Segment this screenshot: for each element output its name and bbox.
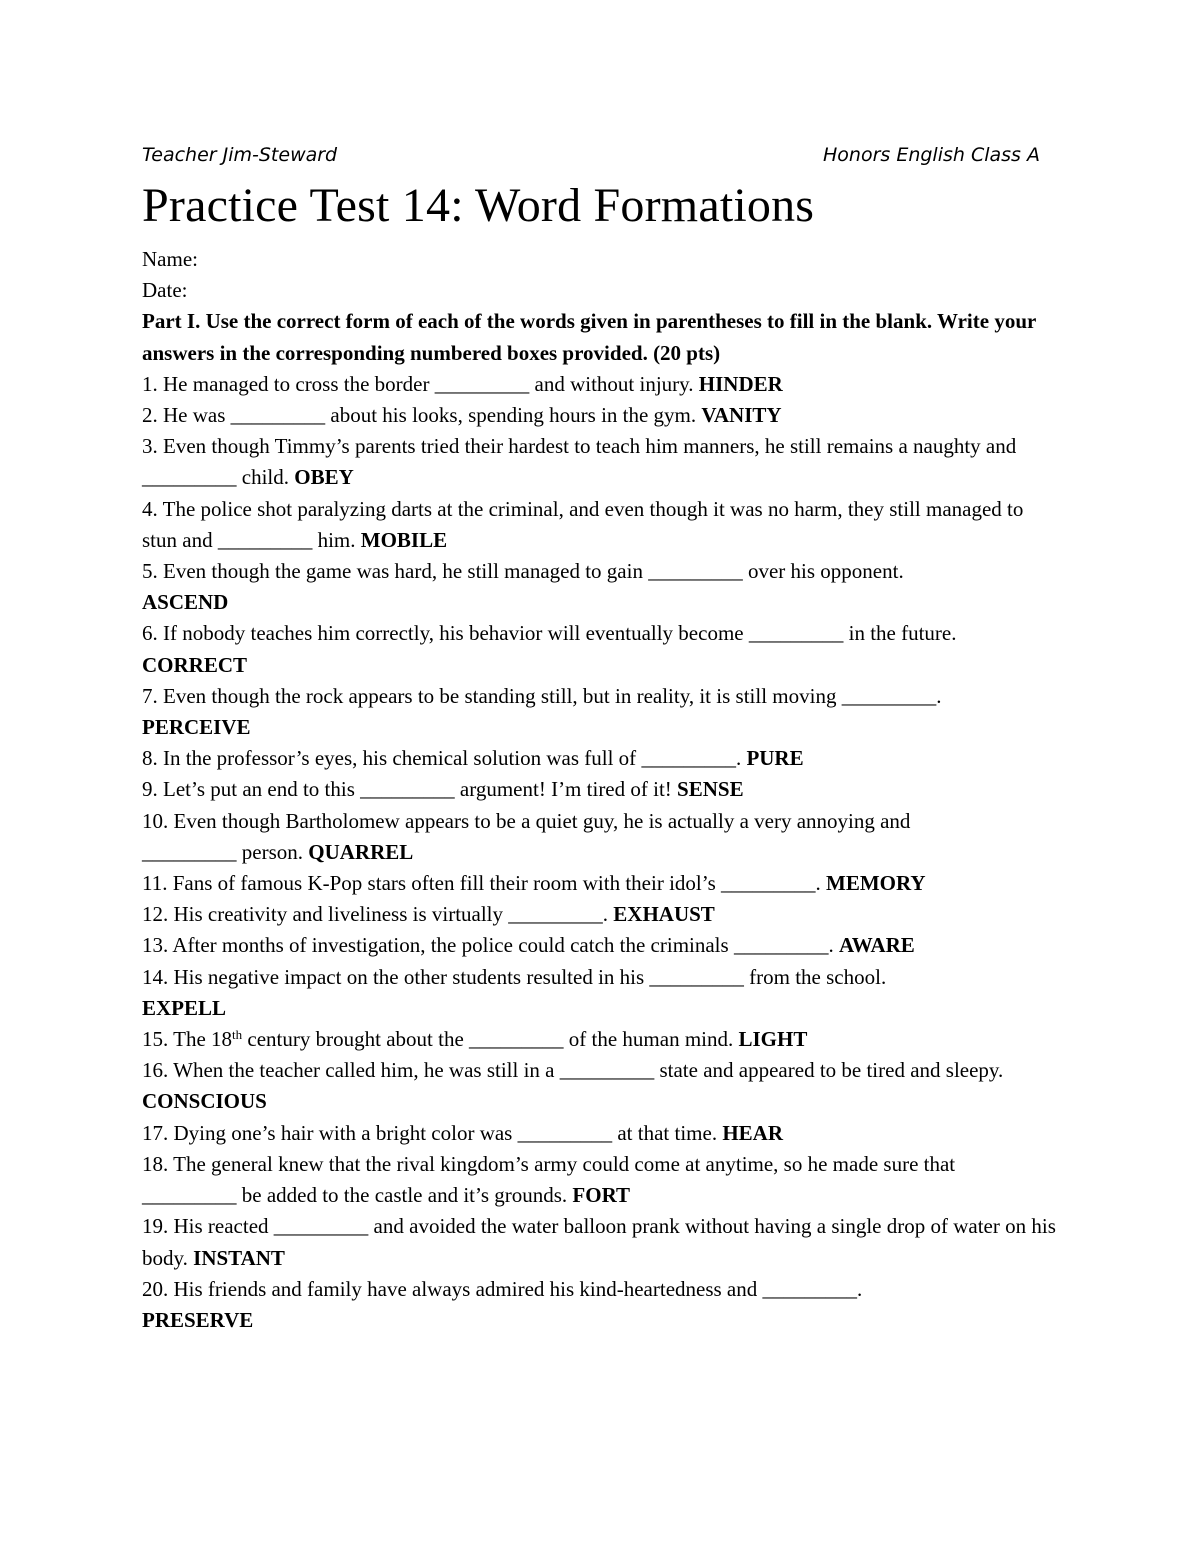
root-word: PURE [746,746,804,771]
question-text-before: Fans of famous K-Pop stars often fill their room with their idol’s [172,871,716,896]
root-word: VANITY [701,403,782,428]
class-name: Honors English Class A [823,144,1040,166]
root-word: QUARREL [308,839,414,864]
answer-blank: _________ [559,1058,655,1083]
question-text-before: His friends and family have always admired his kind-heartedness and [173,1276,758,1301]
root-word: LIGHT [738,1027,808,1052]
question-number: 17. [142,1120,169,1145]
root-word: HEAR [722,1120,784,1145]
question-text-after: . [828,933,834,958]
answer-blank: _________ [721,871,816,896]
page-title: Practice Test 14: Word Formations [142,179,815,232]
page-header [142,140,1040,170]
question-number: 6. [142,621,158,646]
question-item [142,1274,1062,1336]
ordinal-suffix: th [232,1027,243,1043]
root-word: EXHAUST [613,902,715,927]
question-number: 10. [142,808,169,833]
question-text-before: Even though Bartholomew appears to be a quiet guy, he is actually a very annoying and [173,808,911,833]
question-text-after: argument! I’m tired of it! [459,777,672,802]
question-item [142,681,1062,743]
root-word: MEMORY [826,871,926,896]
question-item [142,1149,1062,1211]
question-text-after: person. [241,839,303,864]
question-number: 3. [142,434,158,459]
question-text-after: at that time. [617,1120,718,1145]
question-item [142,868,1062,899]
question-text-after: be added to the castle and it’s grounds. [241,1183,568,1208]
answer-blank: _________ [273,1214,369,1239]
question-text-before: His reacted [173,1214,269,1239]
question-text-before: The general knew that the rival kingdom’s army could come at anytime, so he made sure that [173,1151,956,1176]
question-number: 11. [142,871,168,896]
question-item [142,930,1062,961]
question-text-after: of the human mind. [568,1027,734,1052]
answer-blank: _________ [733,933,829,958]
question-text-after: . [815,871,821,896]
question-item [142,1118,1062,1149]
teacher-name: Teacher Jim-Steward [142,144,338,166]
question-text-after: about his looks, spending hours in the gym. [330,403,697,428]
answer-blank: _________ [142,1183,237,1208]
answer-blank: _________ [649,964,744,989]
answer-blank: _________ [841,683,937,708]
question-number: 4. [142,496,158,521]
date-field-label: Date: [142,278,188,303]
question-item [142,1211,1062,1273]
question-text-after: over his opponent. [747,559,904,584]
question-text-after: . [936,683,942,708]
question-number: 9. [142,777,158,802]
question-text-before: Even though Timmy’s parents tried their hardest to teach him manners, he still remains a naughty and [163,434,1017,459]
answer-blank: _________ [217,527,313,552]
root-word: EXPELL [142,995,227,1020]
question-text-after: and without injury. [534,371,694,396]
question-number: 20. [142,1276,169,1301]
question-item [142,899,1062,930]
question-text-before: He managed to cross the border [163,371,430,396]
question-text-before: His creativity and liveliness is virtually [173,902,504,927]
root-word: CONSCIOUS [142,1089,267,1114]
question-item [142,1055,1062,1117]
answer-blank: _________ [142,465,237,490]
root-word: CORRECT [142,652,248,677]
question-number: 12. [142,902,169,927]
question-number: 14. [142,964,169,989]
question-text-before: Even though the game was hard, he still managed to gain [163,559,643,584]
question-number: 19. [142,1214,169,1239]
question-number: 18. [142,1151,169,1176]
question-text-before: Dying one’s hair with a bright color was [173,1120,513,1145]
question-item [142,556,1062,618]
question-item [142,494,1062,556]
question-text-after: him. [317,527,356,552]
worksheet-body [142,244,1062,1336]
answer-blank: _________ [508,902,603,927]
answer-blank: _________ [748,621,844,646]
question-item [142,1024,1062,1055]
question-item [142,431,1062,493]
question-text-before: The police shot paralyzing darts at the criminal, and even though it was no harm, they still managed to stun and [142,496,1024,552]
answer-blank: _________ [469,1027,564,1052]
question-text-before: The 18 [173,1027,233,1052]
question-text-after: state and appeared to be tired and sleepy. [659,1058,1004,1083]
question-text-after: . [735,746,742,771]
answer-blank: _________ [230,403,326,428]
answer-blank: _________ [360,777,455,802]
root-word: AWARE [838,933,915,958]
worksheet-page [142,140,1062,1336]
question-text-before-2: century brought about the [247,1027,464,1052]
root-word: FORT [572,1183,631,1208]
question-number: 2. [142,403,158,428]
question-item [142,806,1062,868]
question-text-before: His negative impact on the other students resulted in his [173,964,645,989]
question-text-before: After months of investigation, the police could catch the criminals [172,933,729,958]
answer-blank: _________ [762,1276,857,1301]
root-word: ASCEND [142,590,229,615]
root-word: MOBILE [360,527,448,552]
question-text-after: . [857,1276,863,1301]
question-item [142,962,1062,1024]
question-number: 8. [142,746,158,771]
question-list [142,369,1062,1336]
question-number: 15. [142,1027,169,1052]
question-text-before: In the professor’s eyes, his chemical solution was full of [163,746,637,771]
question-item [142,618,1062,680]
root-word: HINDER [698,371,783,396]
question-number: 13. [142,933,169,958]
instructions: Part I. Use the correct form of each of the words given in parentheses to fill in the blank. Write your answers in the corresponding numbered boxes provided. (20 pts) [142,309,1036,365]
question-item [142,369,1062,400]
question-text-before: If nobody teaches him correctly, his behavior will eventually become [163,621,744,646]
root-word: OBEY [294,465,354,490]
question-text-after: . [602,902,609,927]
question-text-after: from the school. [749,964,887,989]
answer-blank: _________ [517,1120,613,1145]
question-item [142,743,1062,774]
question-item [142,400,1062,431]
root-word: SENSE [677,777,744,802]
root-word: INSTANT [193,1245,285,1270]
question-number: 16. [142,1058,169,1083]
answer-blank: _________ [641,746,736,771]
question-text-after: in the future. [848,621,957,646]
question-number: 7. [142,683,158,708]
answer-blank: _________ [434,371,530,396]
question-item [142,774,1062,805]
answer-blank: _________ [142,839,237,864]
question-text-after: child. [241,465,289,490]
question-number: 5. [142,559,158,584]
question-text-before: He was [163,403,226,428]
answer-blank: _________ [648,559,743,584]
root-word: PERCEIVE [142,715,251,740]
name-field-label: Name: [142,247,198,271]
question-text-after: and avoided the water balloon prank without having a single drop of water on his body. [142,1214,1056,1270]
question-text-before: Let’s put an end to this [163,777,355,802]
question-text-before: Even though the rock appears to be standing still, but in reality, it is still moving [163,683,837,708]
question-number: 1. [142,371,158,396]
question-text-before: When the teacher called him, he was still in a [173,1058,555,1083]
root-word: PRESERVE [142,1307,254,1332]
